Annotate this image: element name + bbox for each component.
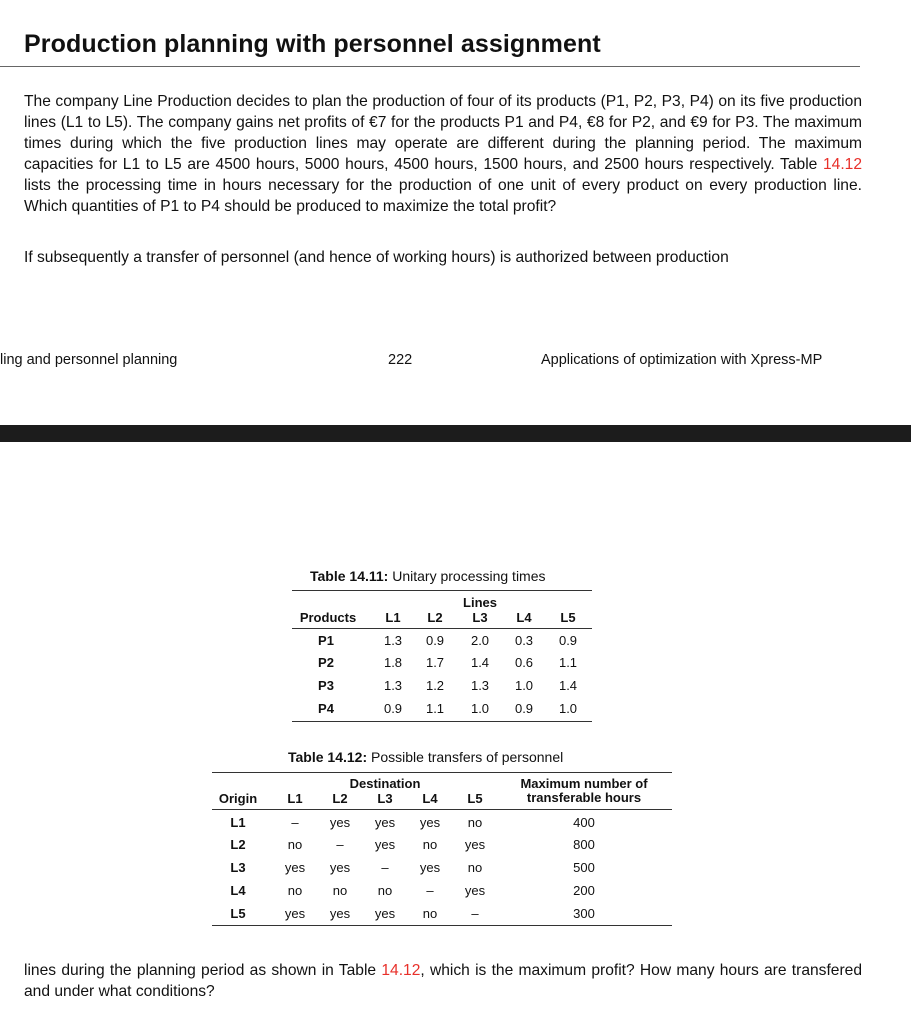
table-cell: no xyxy=(422,906,438,921)
table-header-rule xyxy=(212,809,672,810)
table-cell: – xyxy=(336,837,344,852)
paragraph-3-text-a: lines during the planning period as shown in Table xyxy=(24,962,382,979)
running-footer-book: Applications of optimization with Xpress-MP xyxy=(541,352,823,368)
table-cell: yes xyxy=(464,837,486,852)
column-header: L4 xyxy=(516,610,532,625)
column-header: L3 xyxy=(472,610,488,625)
column-header: L4 xyxy=(422,791,438,806)
table-cell: 1.7 xyxy=(425,655,445,670)
table-cell: no xyxy=(332,883,348,898)
table-reference-link[interactable]: 14.12 xyxy=(822,155,862,173)
row-label: L4 xyxy=(230,883,246,898)
column-header: L2 xyxy=(427,610,443,625)
table-bottom-rule xyxy=(212,925,672,926)
table-cell: 1.8 xyxy=(383,655,403,670)
row-label: P3 xyxy=(318,678,334,693)
problem-paragraph-1 xyxy=(24,92,862,217)
table-cell: yes xyxy=(284,906,306,921)
table-cell: – xyxy=(471,906,479,921)
max-hours-header-line-1: Maximum number of xyxy=(520,776,648,791)
max-hours-header-line-2: transferable hours xyxy=(526,790,642,805)
table-cell: yes xyxy=(374,906,396,921)
table-top-rule xyxy=(212,772,672,773)
paragraph-1-text-b: lists the processing time in hours necessary for the production of one unit of every product on every production line. Which quantities of P1 to P4 should be produced to maximize the total profit? xyxy=(24,176,862,215)
row-header: Products xyxy=(299,610,357,625)
table-cell: 1.0 xyxy=(558,701,578,716)
table-14-11-label: Table 14.11: xyxy=(310,568,389,584)
row-label: P4 xyxy=(318,701,334,716)
table-cell: 1.4 xyxy=(558,678,578,693)
table-cell: yes xyxy=(419,815,441,830)
column-header: L2 xyxy=(332,791,348,806)
table-14-12-label: Table 14.12: xyxy=(288,749,368,765)
max-hours-cell: 200 xyxy=(573,883,595,898)
table-cell: 0.9 xyxy=(558,633,578,648)
table-header-rule xyxy=(292,628,592,629)
table-cell: no xyxy=(467,815,483,830)
column-header: L5 xyxy=(560,610,576,625)
max-hours-header xyxy=(520,777,647,805)
row-label: L1 xyxy=(230,815,246,830)
row-label: L2 xyxy=(230,837,246,852)
table-reference-link[interactable]: 14.12 xyxy=(381,962,421,979)
table-bottom-rule xyxy=(292,721,592,722)
problem-paragraph-3 xyxy=(24,961,862,1003)
table-cell: 1.3 xyxy=(383,678,403,693)
table-14-12-caption xyxy=(288,749,563,765)
column-header: L3 xyxy=(377,791,393,806)
table-cell: – xyxy=(381,860,389,875)
table-cell: 1.2 xyxy=(425,678,445,693)
table-cell: yes xyxy=(329,815,351,830)
max-hours-cell: 400 xyxy=(573,815,595,830)
column-group-header: Destination xyxy=(349,776,421,791)
table-cell: yes xyxy=(464,883,486,898)
table-cell: no xyxy=(287,837,303,852)
column-group-header: Lines xyxy=(463,595,497,610)
table-cell: 1.1 xyxy=(425,701,445,716)
table-cell: no xyxy=(377,883,393,898)
table-cell: 0.9 xyxy=(514,701,534,716)
column-header: L1 xyxy=(385,610,401,625)
table-cell: yes xyxy=(374,815,396,830)
page-number: 222 xyxy=(388,352,413,368)
table-cell: no xyxy=(467,860,483,875)
table-cell: 0.6 xyxy=(514,655,534,670)
table-cell: 1.3 xyxy=(383,633,403,648)
max-hours-cell: 800 xyxy=(573,837,595,852)
row-header: Origin xyxy=(218,791,258,806)
section-title: Production planning with personnel assignment xyxy=(24,30,601,58)
row-label: L5 xyxy=(230,906,246,921)
column-header: L1 xyxy=(287,791,303,806)
table-top-rule xyxy=(292,590,592,591)
table-cell: no xyxy=(422,837,438,852)
table-cell: yes xyxy=(329,860,351,875)
row-label: P2 xyxy=(318,655,334,670)
max-hours-cell: 500 xyxy=(573,860,595,875)
page-break-band xyxy=(0,425,911,442)
table-cell: – xyxy=(426,883,434,898)
table-cell: 1.1 xyxy=(558,655,578,670)
table-cell: 0.3 xyxy=(514,633,534,648)
table-cell: yes xyxy=(329,906,351,921)
table-14-11-title: Unitary processing times xyxy=(392,568,546,584)
row-label: P1 xyxy=(318,633,334,648)
table-cell: 1.0 xyxy=(514,678,534,693)
table-cell: 2.0 xyxy=(470,633,490,648)
table-cell: 1.3 xyxy=(470,678,490,693)
problem-paragraph-2: If subsequently a transfer of personnel (and hence of working hours) is authorized between production xyxy=(24,249,729,266)
table-14-11-caption xyxy=(310,568,546,584)
table-cell: yes xyxy=(419,860,441,875)
row-label: L3 xyxy=(230,860,246,875)
table-cell: yes xyxy=(374,837,396,852)
running-footer-chapter: ling and personnel planning xyxy=(0,352,178,368)
column-header: L5 xyxy=(467,791,483,806)
table-cell: 0.9 xyxy=(425,633,445,648)
title-divider xyxy=(0,66,860,67)
table-cell: – xyxy=(291,815,299,830)
table-14-12-title: Possible transfers of personnel xyxy=(371,749,564,765)
table-cell: 0.9 xyxy=(383,701,403,716)
max-hours-cell: 300 xyxy=(573,906,595,921)
table-cell: no xyxy=(287,883,303,898)
paragraph-1-text-a: The company Line Production decides to plan the production of four of its products (P1, P2, P3, P4) on its five production lines (L1 to L5). The company gains net profits of €7 for the products P1 and P4, €8 for P2, and €9 for P3. The maximum times during which the five production lines may operate are different during the planning period. The maximum capacities for L1 to L5 are 4500 hours, 5000 hours, 4500 hours, 1500 hours, and 2500 hours respectively. Table xyxy=(24,93,862,173)
table-cell: 1.4 xyxy=(470,655,490,670)
table-cell: 1.0 xyxy=(470,701,490,716)
table-cell: yes xyxy=(284,860,306,875)
paragraph-3-text-b: , which is the maximum profit? How many hours are transfered and under what conditions? xyxy=(24,962,863,1000)
